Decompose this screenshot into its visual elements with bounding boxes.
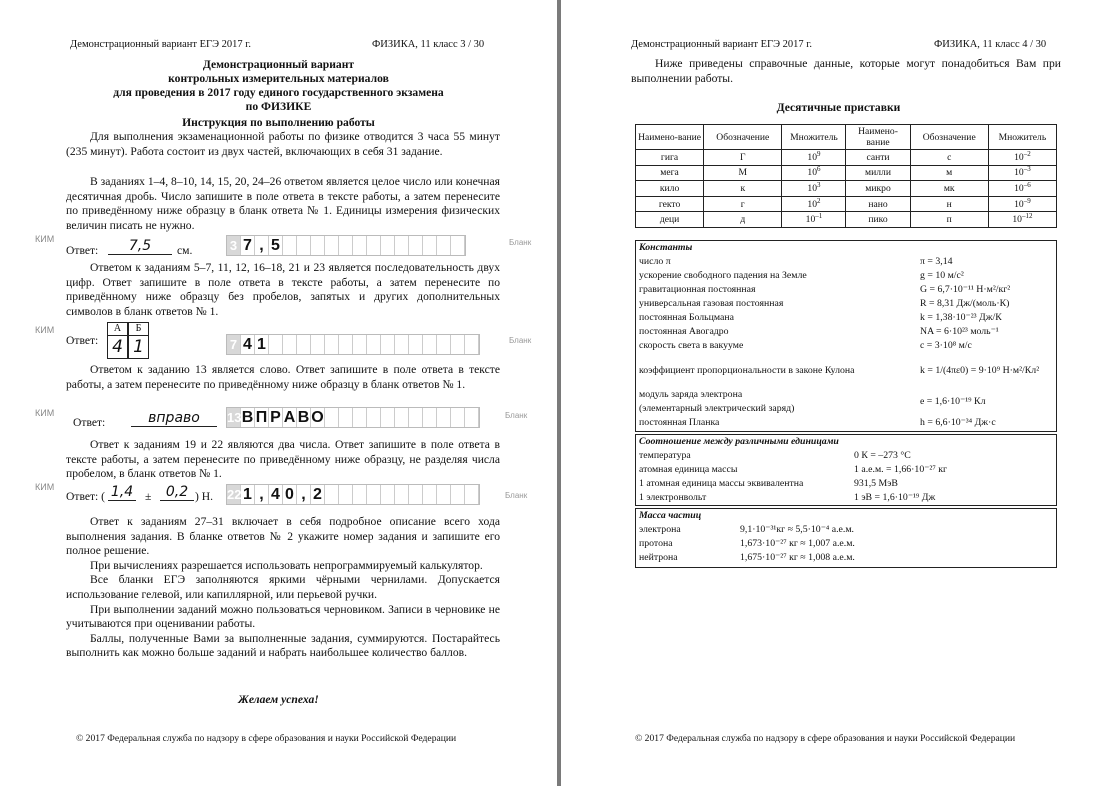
answer-cell: 7	[241, 236, 255, 255]
answer-cell: 5	[269, 236, 283, 255]
unit-name: температура	[639, 450, 691, 461]
answer-unit: ) Н.	[195, 490, 214, 503]
intro-text: Ниже приведены справочные данные, которые могут понадобиться Вам при выполнении работы.	[631, 57, 1061, 85]
plus-minus: ±	[145, 490, 152, 503]
column-header-b: Б	[128, 322, 149, 336]
units-title: Соотношение между различными единицами	[639, 436, 839, 447]
wish-text: Желаем успеха!	[238, 693, 319, 706]
prefix-multiplier: $10^{-9}$	[988, 196, 1056, 212]
answer-cell: 1	[241, 485, 255, 504]
prefix-symbol: г	[704, 196, 782, 212]
task-number-cell: 22	[227, 487, 242, 502]
handwritten-answer: вправо	[131, 410, 217, 427]
prefix-symbol: к	[704, 181, 782, 197]
blank-label: Бланк	[505, 411, 528, 420]
prefix-name: нано	[846, 196, 910, 212]
prefix-multiplier: $10^{-12}$	[988, 212, 1056, 228]
answer-label: Ответ: (	[66, 490, 106, 503]
right-page	[561, 0, 1116, 786]
handwritten-answer: 7,5	[108, 238, 172, 255]
paragraph-two-numbers: Ответ к заданиям 19 и 22 являются два числа. Ответ запишите в поле ответа в тексте работы, а затем перенесите по приведённому ниже образцу, не разделяя числа пробелом, в бланк ответов № 1.	[66, 438, 500, 481]
answer-cell: П	[255, 409, 268, 426]
unit-name: 1 электронвольт	[639, 492, 707, 503]
footer-copyright: © 2017 Федеральная служба по надзору в сфере образования и науки Российской Федерации	[76, 733, 457, 744]
constant-value: k = 1/(4πε0) = 9·10⁹ Н·м²/Кл²	[920, 365, 1040, 376]
mass-box	[635, 508, 1057, 568]
mass-title: Масса частиц	[639, 510, 702, 521]
answer-cell: ,	[255, 485, 269, 504]
answer-cell: О	[311, 409, 324, 426]
answer-cells-1	[226, 235, 466, 256]
constant-value: R = 8,31 Дж/(моль·К)	[920, 298, 1010, 309]
prefix-name: гекто	[636, 196, 704, 212]
task-number-cell: 3	[227, 236, 241, 255]
answer-label: Ответ:	[73, 416, 106, 429]
handwritten-error: 0,2	[160, 484, 194, 501]
answer-cell: 2	[311, 485, 325, 504]
prefix-symbol: мк	[910, 181, 988, 197]
paragraph-time: Для выполнения экзаменационной работы по физике отводится 3 часа 55 минут (235 минут). Работа состоит из двух частей, включающих в себя 31 задание.	[66, 130, 500, 158]
paragraph-calculator: При вычислениях разрешается использовать непрограммируемый калькулятор.	[90, 558, 483, 572]
prefix-name: мега	[636, 165, 704, 181]
constants-box	[635, 240, 1057, 432]
kim-label: КИМ	[35, 482, 55, 492]
header-right: ФИЗИКА, 11 класс 3 / 30	[372, 39, 485, 50]
prefix-table	[635, 124, 1057, 228]
constant-name: модуль заряда электрона	[639, 389, 743, 400]
unit-value: 1 а.е.м. = 1,66·10⁻²⁷ кг	[854, 464, 947, 475]
prefix-head: Наимено-вание	[636, 125, 704, 150]
prefix-name: кило	[636, 181, 704, 197]
paragraph-ink: Все бланки ЕГЭ заполняются яркими чёрными чернилами. Допускается использование гелевой, или капиллярной, или перьевой ручки.	[66, 573, 500, 601]
handwritten-digit: 4	[107, 335, 128, 359]
particle-mass: 1,673·10⁻²⁷ кг ≈ 1,007 а.е.м.	[740, 538, 855, 549]
constant-name: гравитационная постоянная	[639, 284, 756, 295]
answer-cell: Р	[269, 408, 283, 427]
prefix-name: гига	[636, 150, 704, 166]
prefix-head: Множитель	[782, 125, 846, 150]
unit-value: 1 эВ = 1,6·10⁻¹⁹ Дж	[854, 492, 936, 503]
prefix-name: пико	[846, 212, 910, 228]
unit-name: атомная единица массы	[639, 464, 738, 475]
units-box	[635, 434, 1057, 506]
prefix-symbol: с	[910, 150, 988, 166]
particle-mass: 1,675·10⁻²⁷ кг ≈ 1,008 а.е.м.	[740, 552, 855, 563]
task-number-cell: 13	[227, 410, 242, 425]
prefix-head: Обозначение	[704, 125, 782, 150]
answer-cell: 4	[241, 335, 255, 354]
constant-value: g = 10 м/с²	[920, 270, 964, 281]
constant-name: коэффициент пропорциональности в законе Кулона	[639, 365, 855, 376]
prefix-symbol: д	[704, 212, 782, 228]
prefix-name: милли	[846, 165, 910, 181]
kim-label: КИМ	[35, 325, 55, 335]
handwritten-digit: 1	[128, 335, 149, 359]
answer-cell: В	[297, 409, 310, 426]
answer-cell: А	[283, 409, 296, 426]
answer-cells-3	[226, 407, 480, 428]
constant-value: NA = 6·10²³ моль⁻¹	[920, 326, 999, 337]
answer-label: Ответ:	[66, 244, 99, 257]
title-line-4: по ФИЗИКЕ	[245, 100, 312, 113]
title-line-1: Демонстрационный вариант	[202, 58, 355, 71]
paragraph-detailed-solution: Ответ к заданиям 27–31 включает в себя подробное описание всего хода выполнения задания. В бланке ответов № 2 укажите номер задания и запишите его полное решение.	[66, 515, 500, 558]
prefix-multiplier: $10^6$	[782, 165, 846, 181]
blank-label: Бланк	[509, 336, 532, 345]
answer-cell: 1	[255, 335, 269, 354]
kim-label: КИМ	[35, 234, 55, 244]
prefix-multiplier: $10^9$	[782, 150, 846, 166]
answer-unit: см.	[177, 244, 193, 257]
constant-value: c = 3·10⁸ м/с	[920, 340, 972, 351]
prefix-multiplier: $10^{-6}$	[988, 181, 1056, 197]
constant-name: постоянная Планка	[639, 417, 720, 428]
footer-copyright: © 2017 Федеральная служба по надзору в сфере образования и науки Российской Федерации	[635, 733, 1016, 744]
prefix-head: Множитель	[988, 125, 1056, 150]
prefix-symbol: н	[910, 196, 988, 212]
constant-name: постоянная Авогадро	[639, 326, 729, 337]
prefix-head: Наимено-вание	[846, 125, 910, 150]
prefix-symbol: м	[910, 165, 988, 181]
constant-name: постоянная Больцмана	[639, 312, 734, 323]
constant-name: скорость света в вакууме	[639, 340, 744, 351]
column-header-a: А	[107, 322, 128, 336]
answer-cells-2	[226, 334, 480, 355]
prefix-name: микро	[846, 181, 910, 197]
answer-label: Ответ:	[66, 334, 99, 347]
constant-name: ускорение свободного падения на Земле	[639, 270, 807, 281]
prefix-row	[636, 165, 1057, 181]
particle-name: электрона	[639, 524, 681, 535]
constant-value: π = 3,14	[920, 256, 953, 267]
prefix-head: Обозначение	[910, 125, 988, 150]
prefix-row	[636, 196, 1057, 212]
kim-label: КИМ	[35, 408, 55, 418]
answer-cells-4	[226, 484, 480, 505]
constants-title: Константы	[639, 242, 693, 253]
prefix-symbol: п	[910, 212, 988, 228]
constant-name: универсальная газовая постоянная	[639, 298, 784, 309]
task-number-cell: 7	[227, 335, 241, 354]
prefix-row	[636, 212, 1057, 228]
prefix-name: деци	[636, 212, 704, 228]
paragraph-word-answer: Ответом к заданию 13 является слово. Ответ запишите в поле ответа в тексте работы, а затем перенесите по приведённому ниже образцу в бланк ответов № 1.	[66, 363, 500, 391]
unit-value: 0 К = –273 °С	[854, 450, 911, 461]
answer-cell: ,	[255, 236, 269, 255]
prefix-symbol: М	[704, 165, 782, 181]
paragraph-sequence-answers: Ответом к заданиям 5–7, 11, 12, 16–18, 21 и 23 является последовательность двух цифр. Ответ запишите в поле ответа в тексте работы, а затем перенесите по приведённому ниже образцу без пробелов, запятых и других дополнительных символов в бланк ответов № 1.	[66, 261, 500, 318]
constant-value: h = 6,6·10⁻³⁴ Дж·с	[920, 417, 996, 428]
prefix-multiplier: $10^2$	[782, 196, 846, 212]
particle-mass: 9,1·10⁻³¹кг ≈ 5,5·10⁻⁴ а.е.м.	[740, 524, 854, 535]
constant-name: (элементарный электрический заряд)	[639, 403, 795, 414]
unit-value: 931,5 МэВ	[854, 478, 898, 489]
constant-value: G = 6,7·10⁻¹¹ Н·м²/кг²	[920, 284, 1011, 295]
prefix-name: санти	[846, 150, 910, 166]
blank-label: Бланк	[505, 491, 528, 500]
prefix-multiplier: $10^{-1}$	[782, 212, 846, 228]
prefix-symbol: Г	[704, 150, 782, 166]
prefix-multiplier: $10^{-2}$	[988, 150, 1056, 166]
answer-cell: В	[241, 409, 254, 426]
handwritten-value: 1,4	[108, 484, 136, 501]
paragraph-scoring: Баллы, полученные Вами за выполненные задания, суммируются. Постарайтесь выполнить как можно больше заданий и набрать наибольшее количество баллов.	[66, 631, 500, 660]
title-line-3: для проведения в 2017 году единого государственного экзамена	[113, 86, 444, 99]
header-right: ФИЗИКА, 11 класс 4 / 30	[934, 39, 1047, 50]
header-left: Демонстрационный вариант ЕГЭ 2017 г.	[631, 39, 813, 50]
blank-label: Бланк	[509, 238, 532, 247]
prefix-row	[636, 150, 1057, 166]
prefix-multiplier: $10^{-3}$	[988, 165, 1056, 181]
paragraph-numeric-answers: В заданиях 1–4, 8–10, 14, 15, 20, 24–26 ответом является целое число или конечная десятичная дробь. Число запишите в поле ответа в тексте работы, а затем перенесите по приведённому ниже образцу в бланк ответа № 1. Единицы измерения физических величин писать не нужно.	[66, 175, 500, 232]
constant-value: e = 1,6·10⁻¹⁹ Кл	[920, 396, 986, 407]
prefix-title: Десятичные приставки	[776, 101, 901, 114]
answer-cell: 0	[283, 485, 297, 504]
unit-name: 1 атомная единица массы эквивалентна	[639, 478, 804, 489]
answer-cell: 4	[269, 485, 283, 504]
constant-name: число π	[639, 256, 671, 267]
answer-cell: ,	[297, 485, 311, 504]
prefix-multiplier: $10^3$	[782, 181, 846, 197]
particle-name: протона	[639, 538, 673, 549]
constant-value: k = 1,38·10⁻²³ Дж/К	[920, 312, 1002, 323]
prefix-row	[636, 181, 1057, 197]
left-page	[0, 0, 557, 786]
particle-name: нейтрона	[639, 552, 678, 563]
instruction-title: Инструкция по выполнению работы	[182, 116, 375, 129]
title-line-2: контрольных измерительных материалов	[168, 72, 389, 85]
header-left: Демонстрационный вариант ЕГЭ 2017 г.	[70, 39, 252, 50]
paragraph-draft: При выполнении заданий можно пользоваться черновиком. Записи в черновике не учитываются при оценивании работы.	[66, 602, 500, 631]
